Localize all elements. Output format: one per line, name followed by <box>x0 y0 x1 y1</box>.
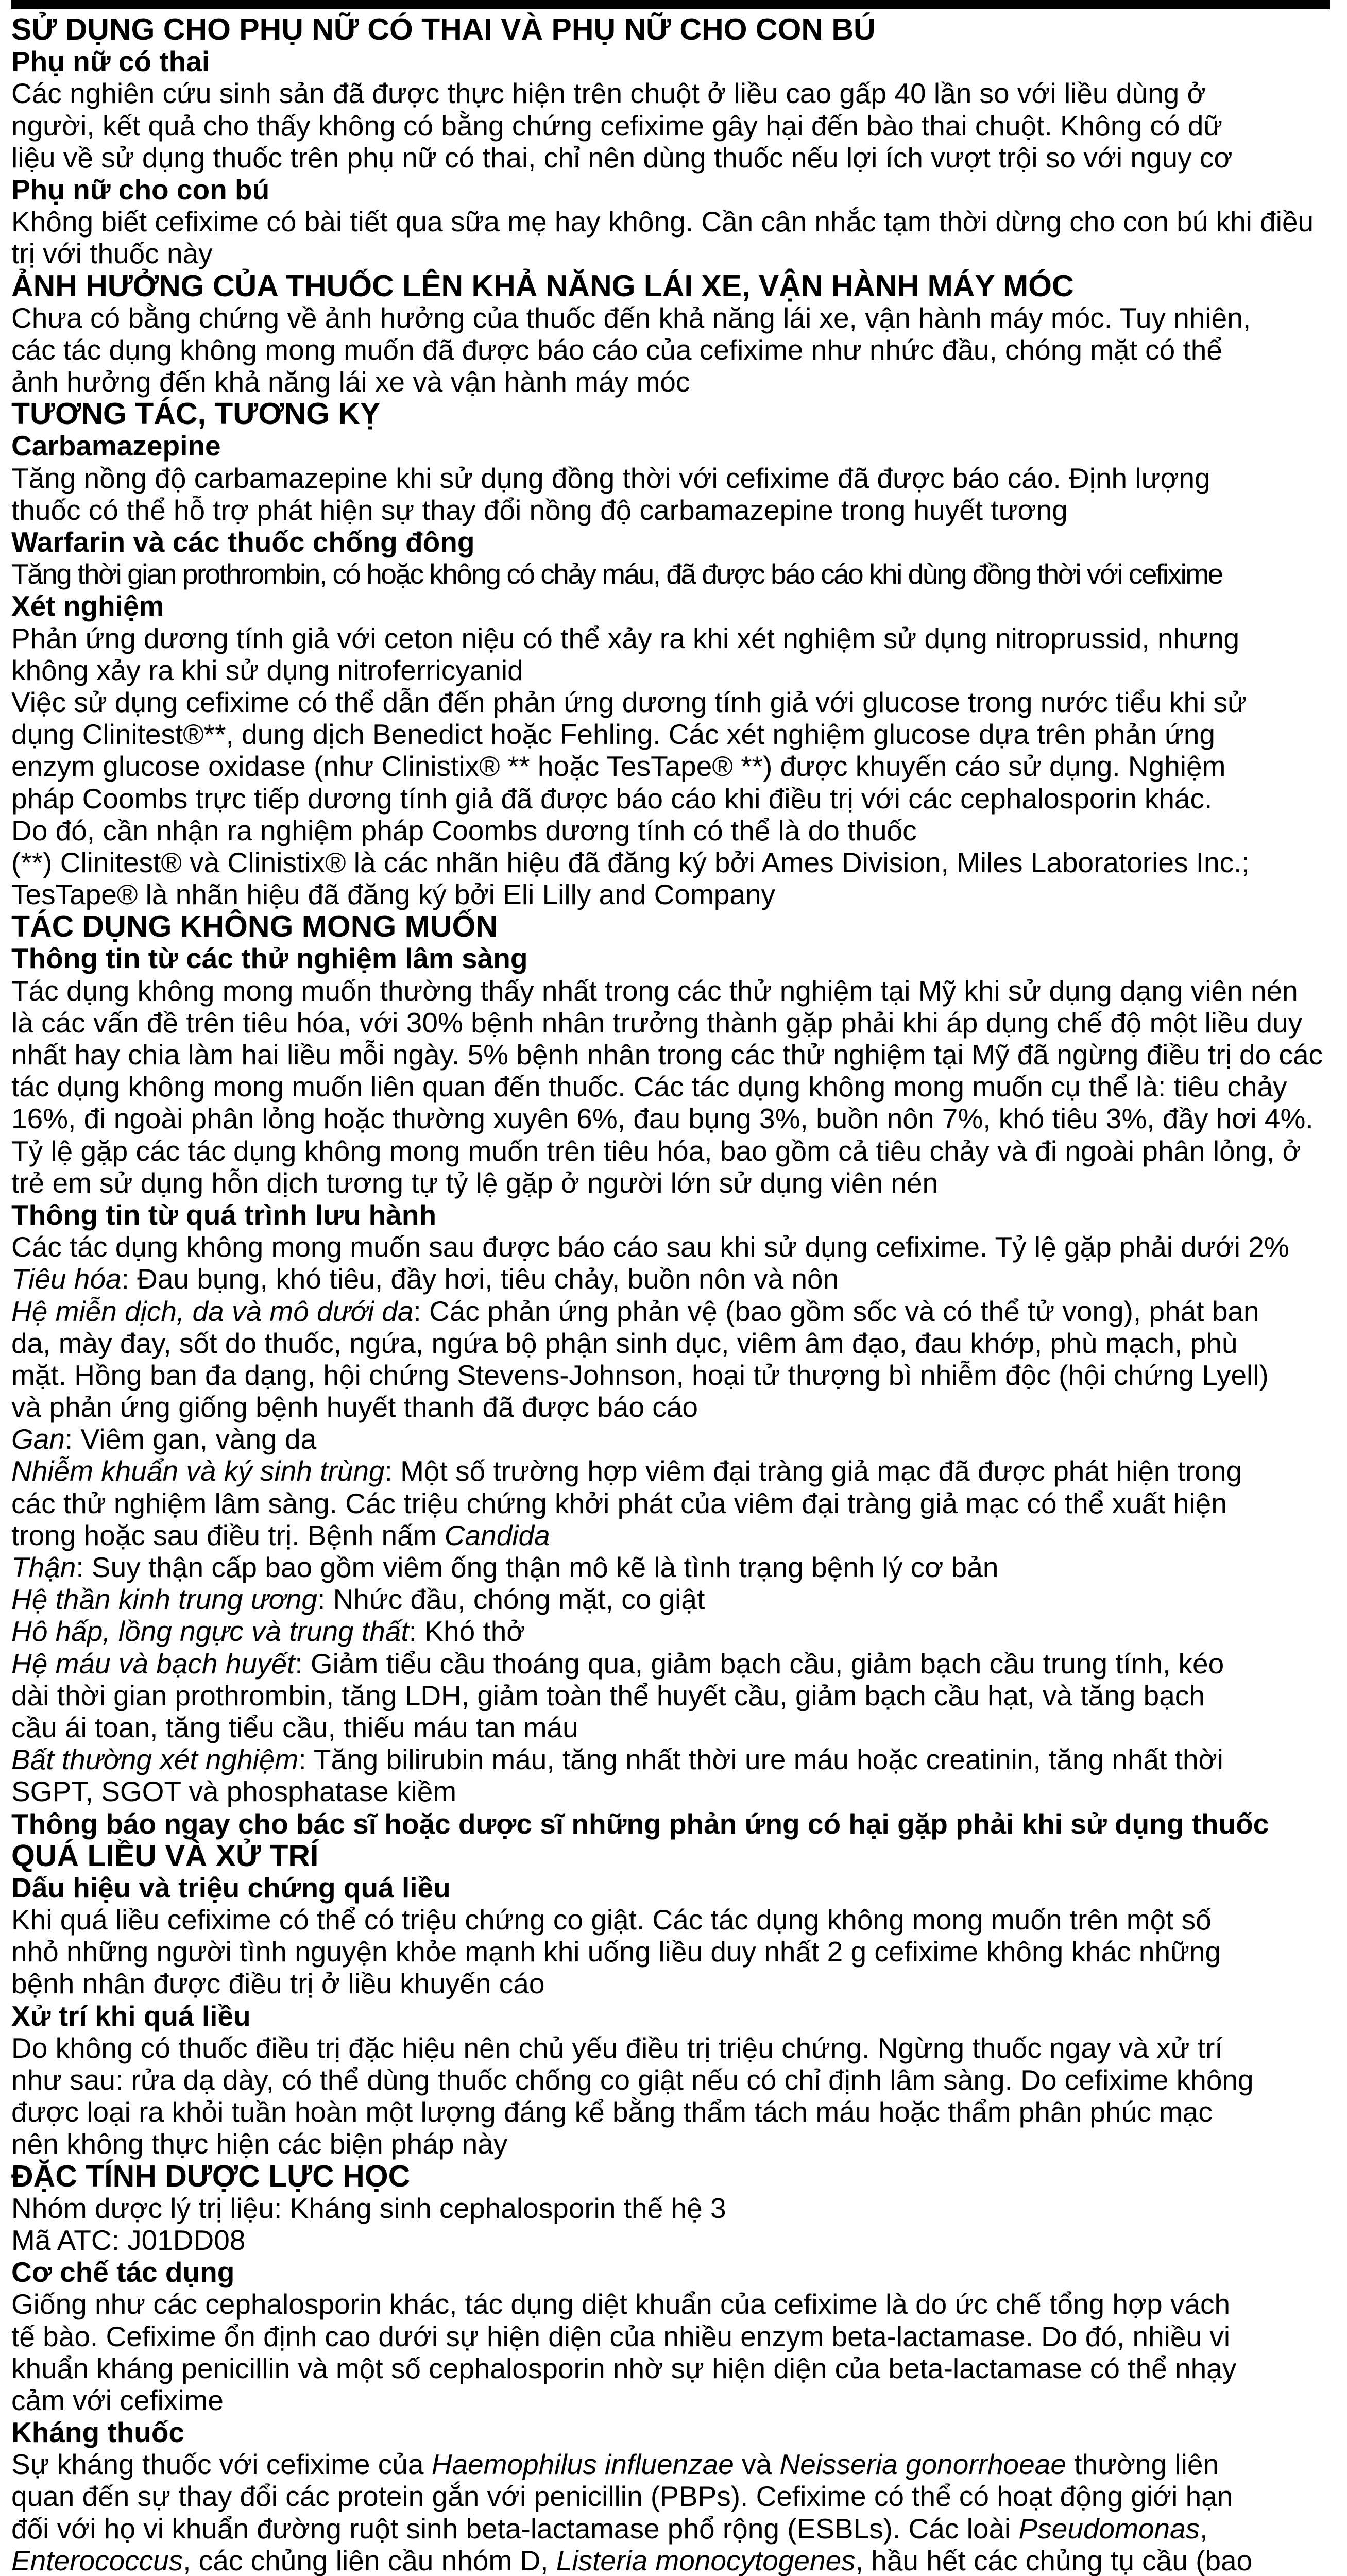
text-line <box>11 2545 1330 2576</box>
subsection-heading: Carbamazepine <box>11 430 221 462</box>
italic-term: Listeria monocytogenes <box>556 2544 856 2576</box>
subsection-heading: Phụ nữ có thai <box>11 45 210 78</box>
text-line: 16%, đi ngoài phân lỏng hoặc thường xuyên 6%, đau bụng 3%, buồn nôn 7%, khó tiêu 3%, đầy hơi 4%. <box>11 1103 1314 1135</box>
text-line: TesTape® là nhãn hiệu đã đăng ký bởi Eli Lilly and Company <box>11 878 776 911</box>
text-line: nhất hay chia làm hai liều mỗi ngày. 5% bệnh nhân trong các thử nghiệm tại Mỹ đã ngừng điều trị do các <box>11 1039 1323 1071</box>
text-segment: đối với họ vi khuẩn đường ruột sinh beta-lactamase phổ rộng (ESBLs). Các loài <box>11 2512 1019 2545</box>
italic-term: Hệ thần kinh trung ương <box>11 1583 318 1616</box>
text-line: Mã ATC: J01DD08 <box>11 2224 246 2256</box>
text-segment: : Các phản ứng phản vệ (bao gồm sốc và có thể tử vong), phát ban <box>413 1295 1259 1327</box>
italic-term: Pseudomonas <box>1018 2512 1200 2545</box>
text-line: ảnh hưởng đến khả năng lái xe và vận hành máy móc <box>11 366 690 398</box>
text-line: các tác dụng không mong muốn đã được báo cáo của cefixime như nhức đầu, chóng mặt có thể <box>11 333 1222 366</box>
text-line: người, kết quả cho thấy không có bằng chứng cefixime gây hại đến bào thai chuột. Không có dữ <box>11 109 1223 142</box>
text-line <box>11 2513 1330 2545</box>
text-line: Tăng nồng độ carbamazepine khi sử dụng đồng thời với cefixime đã được báo cáo. Định lượng <box>11 462 1210 494</box>
italic-term: Nhiễm khuẩn và ký sinh trùng <box>11 1455 385 1487</box>
text-line: Không biết cefixime có bài tiết qua sữa mẹ hay không. Cần cân nhắc tạm thời dừng cho con bú khi điều <box>11 206 1314 238</box>
text-line: Các tác dụng không mong muốn sau được báo cáo sau khi sử dụng cefixime. Tỷ lệ gặp phải dưới 2% <box>11 1231 1289 1263</box>
text-line: cảm với cefixime <box>11 2384 224 2416</box>
text-line: Giống như các cephalosporin khác, tác dụng diệt khuẩn của cefixime là do ức chế tổng hợp vách <box>11 2288 1231 2320</box>
text-line: Tác dụng không mong muốn thường thấy nhất trong các thử nghiệm tại Mỹ khi sử dụng dạng viên nén <box>11 974 1298 1007</box>
text-segment: trong hoặc sau điều trị. Bệnh nấm <box>11 1519 445 1551</box>
text-line: thuốc có thể hỗ trợ phát hiện sự thay đổi nồng độ carbamazepine trong huyết tương <box>11 494 1068 526</box>
text-line <box>11 1263 1330 1295</box>
text-line <box>11 2448 1330 2480</box>
text-line: các thử nghiệm lâm sàng. Các triệu chứng khởi phát của viêm đại tràng giả mạc có thể xuất hiện <box>11 1487 1227 1519</box>
text-segment: : Tăng bilirubin máu, tăng nhất thời ure máu hoặc creatinin, tăng nhất thời <box>298 1743 1223 1776</box>
italic-term: Enterococcus <box>11 2544 183 2576</box>
text-line <box>11 1295 1330 1327</box>
text-line: dụng Clinitest®**, dung dịch Benedict hoặc Fehling. Các xét nghiệm glucose dựa trên phản ứng <box>11 718 1215 751</box>
section-heading: ĐẶC TÍNH DƯỢC LỰC HỌC <box>11 2159 411 2193</box>
italic-term: Hệ miễn dịch, da và mô dưới da <box>11 1295 414 1327</box>
italic-term: Candida <box>444 1519 550 1551</box>
text-line: Chưa có bằng chứng về ảnh hưởng của thuốc đến khả năng lái xe, vận hành máy móc. Tuy nhiên, <box>11 301 1251 334</box>
text-line: nên không thực hiện các biện pháp này <box>11 2128 508 2160</box>
subsection-heading: Warfarin và các thuốc chống đông <box>11 526 475 558</box>
section-heading: ẢNH HƯỞNG CỦA THUỐC LÊN KHẢ NĂNG LÁI XE, VẬN HÀNH MÁY MÓC <box>11 268 1074 303</box>
text-segment: , hầu hết các chủng tụ cầu (bao <box>855 2544 1253 2576</box>
subsection-heading: Kháng thuốc <box>11 2416 185 2449</box>
text-segment: : Nhức đầu, chóng mặt, co giật <box>317 1583 705 1616</box>
subsection-heading: Thông tin từ các thử nghiệm lâm sàng <box>11 942 528 975</box>
text-line: nhỏ những người tình nguyện khỏe mạnh khi uống liều duy nhất 2 g cefixime không khác những <box>11 1936 1221 1968</box>
text-line: Do đó, cần nhận ra nghiệm pháp Coombs dương tính có thể là do thuốc <box>11 814 917 846</box>
text-line: trị với thuốc này <box>11 238 213 270</box>
text-line: Phản ứng dương tính giả với ceton niệu có thể xảy ra khi xét nghiệm sử dụng nitroprussid, nhưng <box>11 622 1240 654</box>
text-line: dài thời gian prothrombin, tăng LDH, giảm toàn thể huyết cầu, giảm bạch cầu hạt, và tăng bạch <box>11 1679 1205 1711</box>
text-line: và phản ứng giống bệnh huyết thanh đã được báo cáo <box>11 1391 698 1423</box>
subsection-heading: Phụ nữ cho con bú <box>11 173 270 206</box>
text-line: được loại ra khỏi tuần hoàn một lượng đáng kể bằng thẩm tách máu hoặc thẩm phân phúc mạc <box>11 2096 1213 2128</box>
italic-term: Gan <box>11 1423 65 1455</box>
text-line: quan đến sự thay đổi các protein gắn với penicillin (PBPs). Cefixime có thể có hoạt động giới hạn <box>11 2480 1233 2513</box>
subsection-heading: Xử trí khi quá liều <box>11 1999 251 2032</box>
text-line: Khi quá liều cefixime có thể có triệu chứng co giật. Các tác dụng không mong muốn trên một số <box>11 1904 1212 1936</box>
section-heading: SỬ DỤNG CHO PHỤ NỮ CÓ THAI VÀ PHỤ NỮ CHO CON BÚ <box>11 12 876 46</box>
section-heading: TƯƠNG TÁC, TƯƠNG KỴ <box>11 397 381 431</box>
text-line: liệu về sử dụng thuốc trên phụ nữ có thai, chỉ nên dùng thuốc nếu lợi ích vượt trội so với nguy cơ <box>11 141 1233 174</box>
text-line <box>11 1551 1330 1583</box>
text-line: Tỷ lệ gặp các tác dụng không mong muốn trên tiêu hóa, bao gồm cả tiêu chảy và đi ngoài phân lỏng, ở <box>11 1134 1301 1167</box>
text-line: Do không có thuốc điều trị đặc hiệu nên chủ yếu điều trị triệu chứng. Ngừng thuốc ngay và xử trí <box>11 2031 1223 2064</box>
text-segment: : Đau bụng, khó tiêu, đầy hơi, tiêu chảy, buồn nôn và nôn <box>121 1263 839 1295</box>
text-segment: : Suy thận cấp bao gồm viêm ống thận mô kẽ là tình trạng bệnh lý cơ bản <box>76 1551 999 1583</box>
text-line: là các vấn đề trên tiêu hóa, với 30% bệnh nhân trưởng thành gặp phải khi áp dụng chế độ một liều duy <box>11 1006 1303 1039</box>
subsection-heading: Dấu hiệu và triệu chứng quá liều <box>11 1871 451 1904</box>
text-segment: : Khó thở <box>408 1615 525 1648</box>
section-heading: TÁC DỤNG KHÔNG MONG MUỐN <box>11 909 498 944</box>
document-page <box>11 0 1330 2576</box>
text-line: da, mày đay, sốt do thuốc, ngứa, ngứa bộ phận sinh dục, viêm âm đạo, đau khớp, phù mạch, phù <box>11 1327 1238 1359</box>
text-line: không xảy ra khi sử dụng nitroferricyanid <box>11 654 523 686</box>
italic-term: Tiêu hóa <box>11 1263 122 1295</box>
text-line: như sau: rửa dạ dày, có thể dùng thuốc chống co giật nếu có chỉ định lâm sàng. Do cefixime không <box>11 2064 1254 2096</box>
text-line: Tăng thời gian prothrombin, có hoặc không có chảy máu, đã được báo cáo khi dùng đồng thời với cefixime <box>11 558 1222 590</box>
text-line: pháp Coombs trực tiếp dương tính giả đã được báo cáo khi điều trị với các cephalosporin khác. <box>11 782 1213 815</box>
text-line: (**) Clinitest® và Clinistix® là các nhãn hiệu đã đăng ký bởi Ames Division, Miles Laboratories Inc.; <box>11 846 1250 878</box>
italic-term: Thận <box>11 1551 76 1583</box>
text-line: SGPT, SGOT và phosphatase kiềm <box>11 1775 457 1808</box>
italic-term: Bất thường xét nghiệm <box>11 1743 299 1776</box>
text-line <box>11 1615 1330 1647</box>
text-segment: : Viêm gan, vàng da <box>64 1423 317 1455</box>
text-line: khuẩn kháng penicillin và một số cephalosporin nhờ sự hiện diện của beta-lactamase có thể nhạy <box>11 2352 1237 2384</box>
text-segment: Sự kháng thuốc với cefixime của <box>11 2448 432 2481</box>
document-body <box>11 13 1330 2576</box>
text-line <box>11 1648 1330 1680</box>
subsection-heading: Thông báo ngay cho bác sĩ hoặc dược sĩ những phản ứng có hại gặp phải khi sử dụng thuốc <box>11 1807 1269 1840</box>
subsection-heading: Thông tin từ quá trình lưu hành <box>11 1198 437 1231</box>
section-heading: QUÁ LIỀU VÀ XỬ TRÍ <box>11 1838 319 1873</box>
text-line: Việc sử dụng cefixime có thể dẫn đến phản ứng dương tính giả với glucose trong nước tiểu khi sử <box>11 686 1247 718</box>
text-line: bệnh nhân được điều trị ở liều khuyến cáo <box>11 1968 545 2000</box>
text-line <box>11 1583 1330 1615</box>
text-segment: , <box>1200 2512 1208 2545</box>
text-segment: : Một số trường hợp viêm đại tràng giả mạc đã được phát hiện trong <box>384 1455 1242 1487</box>
text-line: enzym glucose oxidase (như Clinistix® ** hoặc TesTape® **) được khuyến cáo sử dụng. Nghiệm <box>11 750 1226 783</box>
subsection-heading: Xét nghiệm <box>11 590 164 622</box>
text-line: cầu ái toan, tăng tiểu cầu, thiếu máu tan máu <box>11 1711 578 1743</box>
top-border <box>11 0 1330 9</box>
text-segment: , các chủng liên cầu nhóm D, <box>183 2544 556 2576</box>
text-line <box>11 1423 1330 1455</box>
text-line: tế bào. Cefixime ổn định cao dưới sự hiện diện của nhiều enzym beta-lactamase. Do đó, nhiều vi <box>11 2320 1231 2352</box>
text-line: trẻ em sử dụng hỗn dịch tương tự tỷ lệ gặp ở người lớn sử dụng viên nén <box>11 1166 939 1199</box>
italic-term: Hệ máu và bạch huyết <box>11 1647 295 1680</box>
text-line: Nhóm dược lý trị liệu: Kháng sinh cephalosporin thế hệ 3 <box>11 2192 726 2224</box>
text-line: Các nghiên cứu sinh sản đã được thực hiện trên chuột ở liều cao gấp 40 lần so với liều dùng ở <box>11 77 1206 110</box>
text-segment: và <box>734 2448 780 2481</box>
text-line: tác dụng không mong muốn liên quan đến thuốc. Các tác dụng không mong muốn cụ thể là: tiêu chảy <box>11 1071 1287 1103</box>
italic-term: Neisseria gonorrhoeae <box>779 2448 1066 2481</box>
text-line: mặt. Hồng ban đa dạng, hội chứng Stevens-Johnson, hoại tử thượng bì nhiễm độc (hội chứng Lyell) <box>11 1359 1269 1391</box>
italic-term: Haemophilus influenzae <box>431 2448 734 2481</box>
italic-term: Hô hấp, lồng ngực và trung thất <box>11 1615 409 1648</box>
text-line <box>11 1455 1330 1487</box>
text-line <box>11 1743 1330 1775</box>
text-segment: thường liên <box>1066 2448 1219 2481</box>
subsection-heading: Cơ chế tác dụng <box>11 2256 235 2289</box>
text-line <box>11 1519 1330 1551</box>
text-segment: : Giảm tiểu cầu thoáng qua, giảm bạch cầu, giảm bạch cầu trung tính, kéo <box>295 1647 1224 1680</box>
